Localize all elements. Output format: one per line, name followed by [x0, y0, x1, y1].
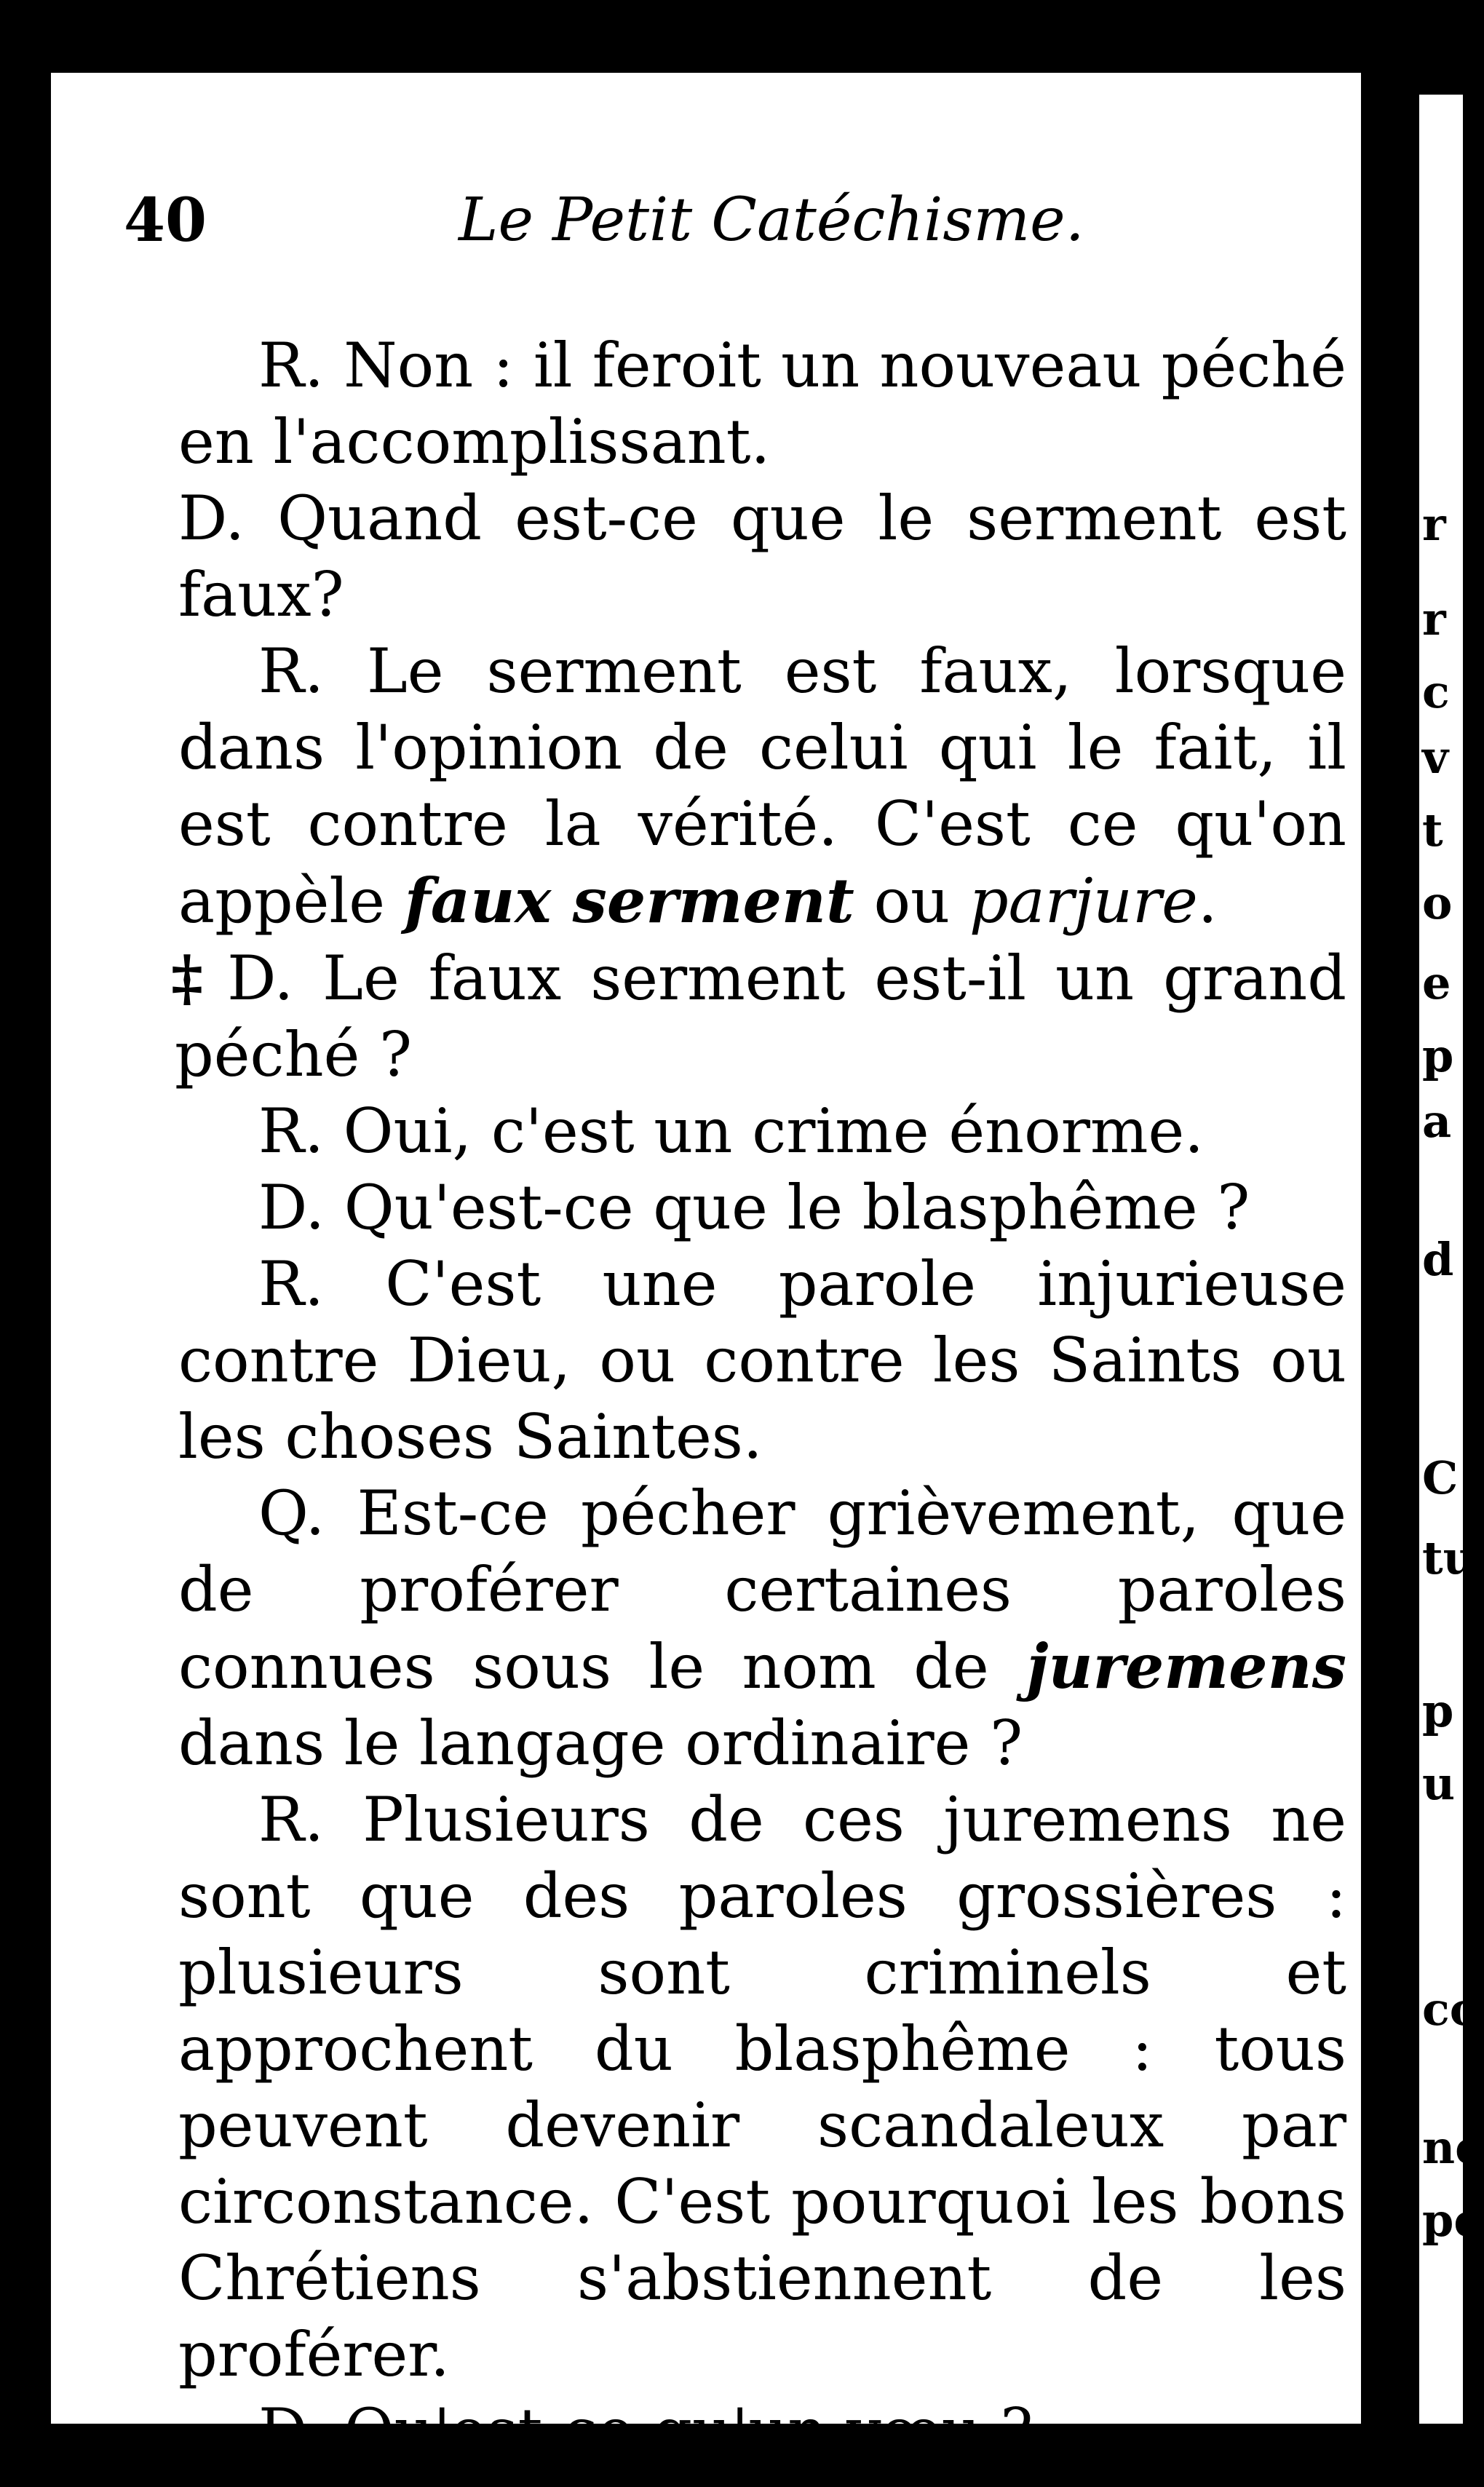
paragraph — [178, 480, 1346, 633]
page-header — [124, 186, 1288, 266]
paragraph-text: D. Le faux serment est-il un grand péché ? — [175, 943, 1346, 1090]
page-number: 40 — [124, 186, 207, 255]
paragraph-text: R. Plusieurs de ces juremens ne sont que des paroles grossières : plusieurs sont criminels et approchent du blasphême : tous peuvent devenir scandaleux par circonstance. C'est pourquoi les bons Chrétiens s'abstiennent de les proférer. — [178, 1784, 1346, 2390]
paragraph — [178, 328, 1346, 480]
paragraph — [178, 2393, 1346, 2470]
paragraph-text: D. Qu'est-ce qu'un vœu ? — [258, 2395, 1033, 2467]
page-body — [171, 328, 1346, 2470]
paragraph — [178, 633, 1346, 940]
facing-fragment: co — [1422, 1983, 1480, 2036]
paragraph-text: R. Le serment est faux, lorsque dans l'opinion de celui qui le fait, il est contre la vérité. C'est ce qu'on appèle — [178, 635, 1346, 937]
facing-fragment: t — [1422, 804, 1443, 857]
paragraph — [178, 1246, 1346, 1475]
italic-term: parjure — [969, 865, 1198, 937]
paragraph — [178, 1475, 1346, 1782]
paragraph-text: dans le langage ordinaire ? — [178, 1707, 1023, 1779]
double-dagger-mark: ‡ — [171, 942, 213, 1014]
facing-fragment: r — [1422, 592, 1446, 646]
facing-fragment: e — [1422, 956, 1451, 1010]
facing-fragment: c — [1422, 665, 1450, 718]
facing-fragment: d — [1422, 1233, 1454, 1286]
facing-fragment: ne — [1422, 2121, 1484, 2174]
paragraph-text: ou — [854, 865, 969, 937]
italic-term: juremens — [1026, 1630, 1346, 1702]
facing-fragment: pe — [1422, 2194, 1483, 2247]
italic-term: faux serment — [404, 865, 854, 937]
facing-fragment: v — [1422, 731, 1449, 784]
facing-fragment: r — [1422, 498, 1446, 551]
paragraph — [178, 1170, 1346, 1246]
running-title: Le Petit Catéchisme. — [459, 186, 1084, 255]
paragraph-text: R. Oui, c'est un crime énorme. — [258, 1095, 1204, 1167]
paragraph-text: . — [1197, 865, 1218, 937]
paragraph-text: R. C'est une parole injurieuse contre Dieu, ou contre les Saints ou les choses Saintes. — [178, 1248, 1346, 1472]
paragraph-text: R. Non : il feroit un nouveau péché en l'accomplissant. — [178, 330, 1346, 477]
facing-page-edge — [1419, 95, 1484, 2424]
paragraph-text: D. Qu'est-ce que le blasphême ? — [258, 1172, 1250, 1243]
facing-fragment: a — [1422, 1095, 1452, 1148]
paragraph-text: D. Quand est-ce que le serment est faux? — [178, 483, 1346, 630]
paragraph — [178, 1782, 1346, 2393]
facing-fragment: p — [1422, 1684, 1454, 1737]
facing-fragment: o — [1422, 876, 1453, 929]
paragraph-text: Q. Est-ce pécher grièvement, que de proférer certaines paroles connues sous le nom de — [178, 1477, 1346, 1702]
paragraph — [178, 1093, 1346, 1170]
facing-fragment: tu — [1422, 1531, 1476, 1584]
paragraph — [171, 940, 1346, 1093]
facing-fragment: C — [1422, 1451, 1459, 1504]
facing-fragment: p — [1422, 1029, 1454, 1082]
facing-fragment: u — [1422, 1757, 1456, 1810]
